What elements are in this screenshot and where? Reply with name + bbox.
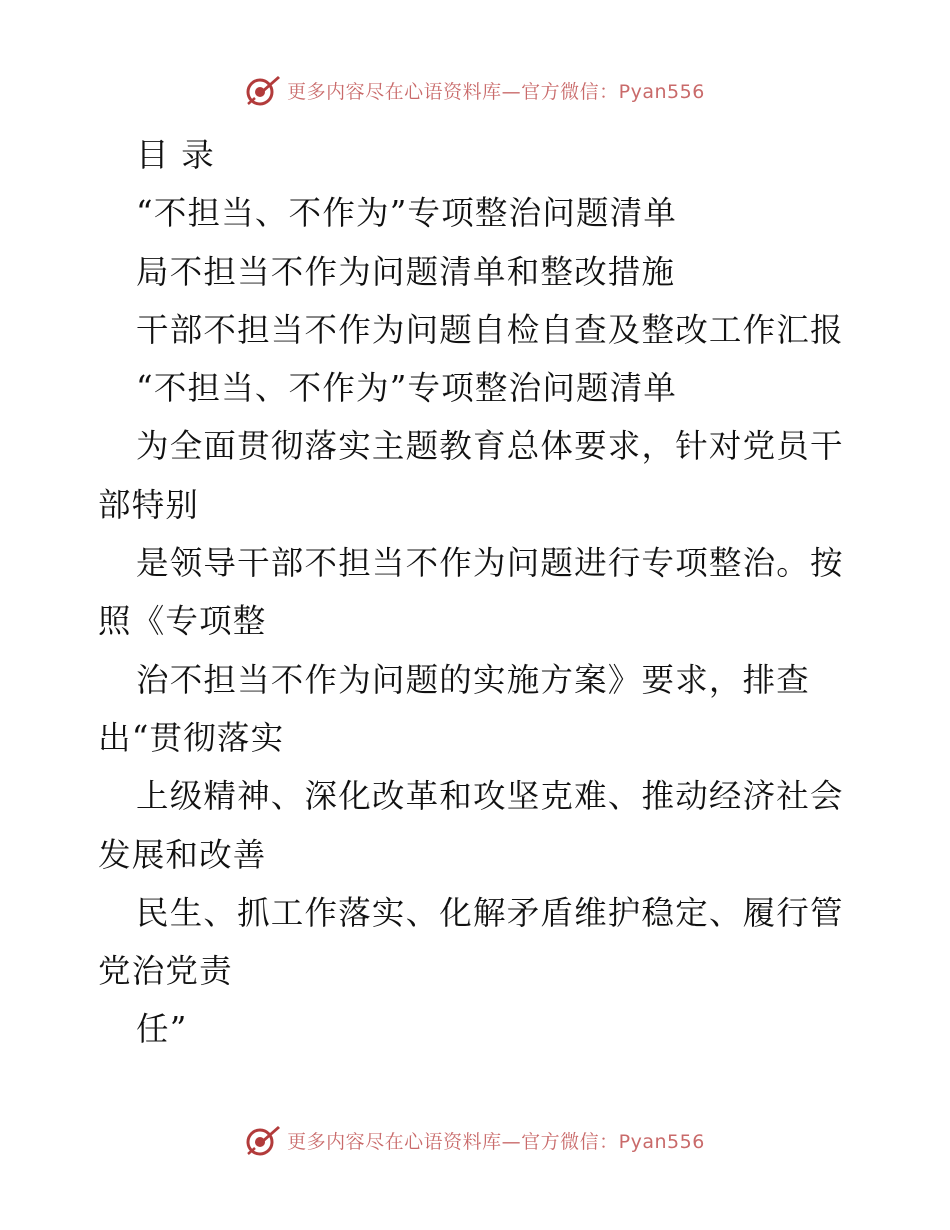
pen-seal-icon xyxy=(245,1123,281,1157)
watermark-text: 更多内容尽在心语资料库—官方微信：Pyan556 xyxy=(287,80,705,103)
text-line: 党治党责 xyxy=(98,952,233,991)
footer-watermark xyxy=(0,1123,950,1157)
text-line: 出“贯彻落实 xyxy=(98,718,285,757)
text-line: 发展和改善 xyxy=(98,835,267,874)
text-line: 治不担当不作为问题的实施方案》要求，排查 xyxy=(136,660,811,699)
text-line: 局不担当不作为问题清单和整改措施 xyxy=(136,252,676,291)
text-line: 上级精神、深化改革和攻坚克难、推动经济社会 xyxy=(136,777,844,816)
document-body xyxy=(98,126,858,1059)
text-line: 是领导干部不担当不作为问题进行专项整治。按 xyxy=(136,544,844,583)
text-line: 民生、抓工作落实、化解矛盾维护稳定、履行管 xyxy=(136,893,844,932)
text-line: 照《专项整 xyxy=(98,602,267,641)
text-line: “不担当、不作为”专项整治问题清单 xyxy=(136,369,678,408)
text-line: 任” xyxy=(136,1010,188,1049)
text-line: 为全面贯彻落实主题教育总体要求，针对党员干 xyxy=(136,427,844,466)
text-line: “不担当、不作为”专项整治问题清单 xyxy=(136,194,678,233)
text-line: 部特别 xyxy=(98,485,200,524)
header-watermark xyxy=(0,73,950,107)
text-line: 目 录 xyxy=(136,136,215,174)
pen-seal-icon xyxy=(245,73,281,107)
text-line: 干部不担当不作为问题自检自查及整改工作汇报 xyxy=(136,310,844,349)
watermark-text: 更多内容尽在心语资料库—官方微信：Pyan556 xyxy=(287,1130,705,1153)
